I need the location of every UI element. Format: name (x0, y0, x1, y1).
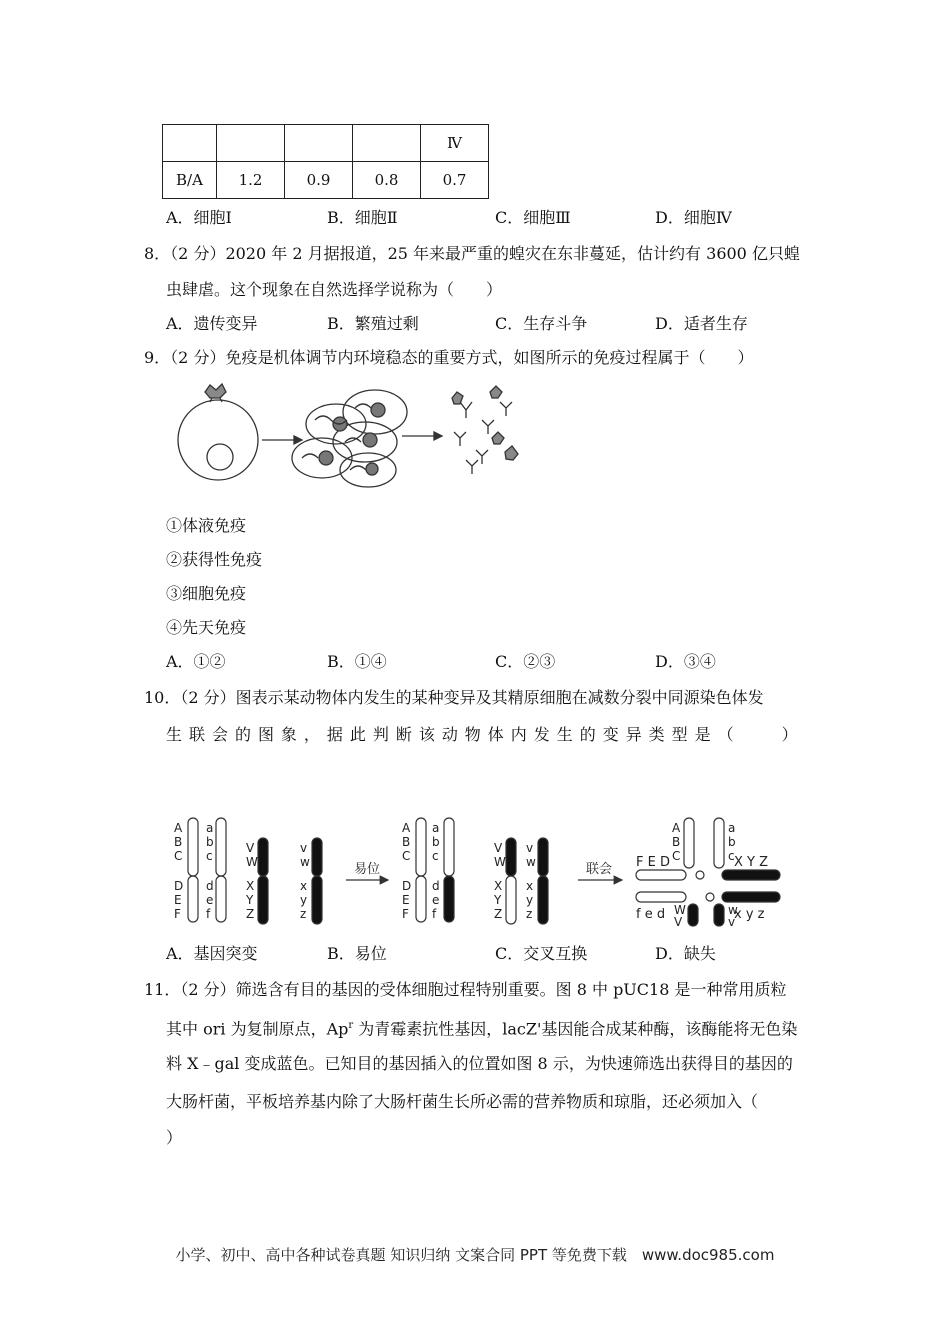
gene-label: X (246, 879, 255, 893)
synapsis-label-right-lower: x y z (734, 907, 765, 922)
gene-label: W (246, 855, 258, 869)
gene-label: a (432, 821, 440, 835)
synapsis-label-right-upper: X Y Z (734, 855, 769, 870)
arrow-label-translocation: 易位 (354, 862, 381, 877)
gene-label: v (526, 841, 534, 855)
q10-line2: 生 联 会 的 图 象 ， 据 此 判 断 该 动 物 体 内 发 生 的 变 异 类 型 是 （ ） (166, 725, 798, 744)
page-footer: 小学、初中、高中各种试卷真题 知识归纳 文案合同 PPT 等免费下载 www.doc985.com (175, 1246, 775, 1264)
q9-statement-4: ④先天免疫 (166, 618, 247, 637)
q10-line1: 10．（2 分）图表示某动物体内发生的某种变异及其精原细胞在减数分裂中同源染色体发 (144, 688, 764, 707)
gene-label: b (206, 835, 214, 849)
table-cell: 1.2 (217, 162, 285, 199)
gene-label: y (526, 893, 534, 907)
gene-label: a (206, 821, 214, 835)
table-cell: B/A (163, 162, 217, 199)
gene-label: v (728, 915, 736, 929)
table-cell (217, 125, 285, 162)
gene-label: C (672, 849, 681, 863)
table-row (163, 125, 489, 162)
q9-option-a: A．①② (166, 652, 226, 671)
q9-option-d: D．③④ (655, 652, 716, 671)
table-cell: 0.7 (421, 162, 489, 199)
q9-line1: 9．（2 分）免疫是机体调节内环境稳态的重要方式，如图所示的免疫过程属于（ ） (144, 348, 754, 367)
table-cell (285, 125, 353, 162)
q10-option-c: C．交叉互换 (495, 944, 588, 963)
gene-label: B (402, 835, 411, 849)
gene-label: D (174, 879, 184, 893)
q8-option-b: B．繁殖过剩 (327, 314, 419, 333)
gene-label: D (402, 879, 412, 893)
q7-option-a: A．细胞Ⅰ (166, 208, 232, 227)
gene-label: b (728, 835, 736, 849)
q9-statement-3: ③细胞免疫 (166, 584, 247, 603)
gene-label: e (432, 893, 440, 907)
gene-label: F (174, 907, 181, 921)
q7-option-c: C．细胞Ⅲ (495, 208, 571, 227)
gene-label: C (402, 849, 411, 863)
q11-line3: 料 X﹣gal 变成蓝色。已知目的基因插入的位置如图 8 示，为快速筛选出获得目的基因的 (166, 1054, 793, 1073)
q11-line2: 其中 ori 为复制原点，Ap$^r$ 为青霉素抗性基因，lacZ'基因能合成某种酶，该酶能将无色染 (166, 1019, 798, 1039)
gene-label: d (432, 879, 440, 893)
gene-label: x (300, 879, 308, 893)
q8-option-c: C．生存斗争 (495, 314, 588, 333)
gene-label: V (674, 915, 683, 929)
gene-label: A (672, 821, 681, 835)
q11-line4: 大肠杆菌，平板培养基内除了大肠杆菌生长所必需的营养物质和琼脂，还必须加入（ (166, 1092, 759, 1111)
immune-process-figure (170, 380, 530, 490)
gene-label: B (174, 835, 183, 849)
gene-label: v (300, 841, 308, 855)
table-cell: 0.8 (353, 162, 421, 199)
gene-label: w (728, 903, 738, 917)
data-table (162, 124, 489, 199)
gene-label: z (526, 907, 533, 921)
gene-label: C (174, 849, 183, 863)
q7-option-b: B．细胞Ⅱ (327, 208, 398, 227)
q8-option-d: D．适者生存 (655, 314, 748, 333)
chromosome-translocation-figure (166, 810, 796, 930)
q11-line5: ） (166, 1128, 183, 1147)
gene-label: B (672, 835, 681, 849)
gene-label: e (206, 893, 214, 907)
gene-label: x (526, 879, 534, 893)
q9-statement-2: ②获得性免疫 (166, 550, 263, 569)
q7-option-d: D．细胞Ⅳ (655, 208, 732, 227)
gene-label: Z (246, 907, 255, 921)
arrow-label-synapsis: 联会 (586, 862, 613, 877)
gene-label: V (246, 841, 255, 855)
q9-option-c: C．②③ (495, 652, 556, 671)
gene-label: w (526, 855, 536, 869)
gene-label: b (432, 835, 440, 849)
q10-option-d: D．缺失 (655, 944, 716, 963)
gene-label: A (174, 821, 183, 835)
gene-label: Z (494, 907, 503, 921)
synapsis-label-left-lower: f e d (636, 907, 666, 922)
gene-label: c (728, 849, 735, 863)
gene-label: V (494, 841, 503, 855)
q8-line1: 8．（2 分）2020 年 2 月据报道，25 年来最严重的蝗灾在东非蔓延，估计约有 3600 亿只蝗 (144, 244, 800, 263)
gene-label: w (300, 855, 310, 869)
table-cell: 0.9 (285, 162, 353, 199)
gene-label: E (174, 893, 182, 907)
gene-label: a (728, 821, 736, 835)
gene-label: W (674, 903, 686, 917)
gene-label: f (206, 907, 211, 921)
q9-statement-1: ①体液免疫 (166, 516, 247, 535)
table-cell (353, 125, 421, 162)
gene-label: E (402, 893, 410, 907)
q8-line2: 虫肆虐。这个现象在自然选择学说称为（ ） (166, 280, 503, 299)
gene-label: Y (246, 893, 254, 907)
gene-label: A (402, 821, 411, 835)
q9-option-b: B．①④ (327, 652, 387, 671)
gene-label: X (494, 879, 503, 893)
gene-label: d (206, 879, 214, 893)
table-cell (163, 125, 217, 162)
gene-label: c (432, 849, 439, 863)
table-row (163, 162, 489, 199)
q8-option-a: A．遗传变异 (166, 314, 258, 333)
gene-label: F (402, 907, 409, 921)
gene-label: z (300, 907, 307, 921)
table-cell: Ⅳ (421, 125, 489, 162)
gene-label: y (300, 893, 308, 907)
gene-label: Y (494, 893, 502, 907)
gene-label: f (432, 907, 437, 921)
gene-label: W (494, 855, 506, 869)
q10-option-b: B．易位 (327, 944, 387, 963)
synapsis-label-left-upper: F E D (636, 855, 670, 870)
gene-label: c (206, 849, 213, 863)
q11-line1: 11．（2 分）筛选含有目的基因的受体细胞过程特别重要。图 8 中 pUC18 是一种常用质粒 (144, 980, 787, 999)
q10-option-a: A．基因突变 (166, 944, 258, 963)
